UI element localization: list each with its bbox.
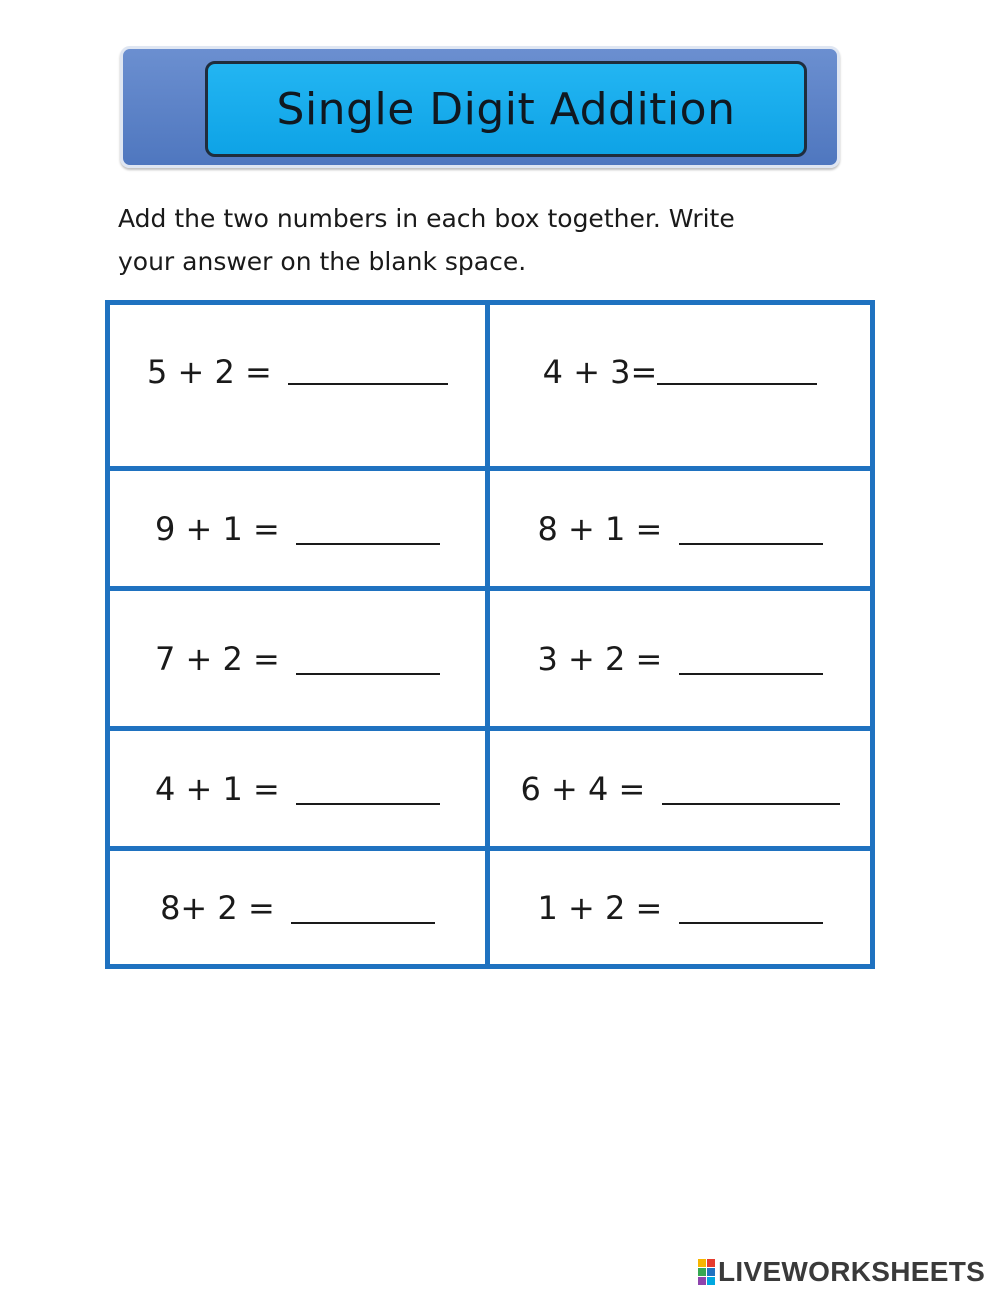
instructions-line-2: your answer on the blank space.	[118, 247, 527, 276]
page-title: Single Digit Addition	[276, 83, 736, 135]
problem-cell	[110, 591, 490, 731]
problem-cell	[110, 731, 490, 851]
problem-expression: 5 + 2 =	[146, 353, 283, 391]
problem-cell	[110, 471, 490, 591]
brand-logo[interactable]	[698, 1256, 985, 1288]
brand-name: LIVEWORKSHEETS	[718, 1256, 986, 1287]
problem-expression: 1 + 2 =	[537, 888, 673, 927]
problem-cell	[490, 305, 870, 471]
instructions	[118, 197, 878, 283]
problem-expression: 7 + 2 =	[154, 639, 291, 678]
answer-blank[interactable]	[679, 892, 823, 924]
answer-blank[interactable]	[288, 353, 448, 385]
problem-cell	[490, 851, 870, 964]
instructions-line-1: Add the two numbers in each box together. Write	[118, 204, 735, 233]
answer-blank[interactable]	[662, 773, 840, 805]
problem-expression: 8+ 2 =	[160, 888, 285, 927]
brand-mark-square	[698, 1268, 706, 1276]
problem-expression: 9 + 1 =	[154, 509, 291, 548]
answer-blank[interactable]	[657, 353, 817, 385]
problem-cell	[110, 851, 490, 964]
brand-mark-icon	[698, 1259, 715, 1285]
title-banner	[120, 46, 840, 168]
problem-expression: 4 + 1 =	[154, 769, 291, 808]
brand-mark-square	[707, 1259, 715, 1267]
problem-expression: 8 + 1 =	[537, 509, 673, 548]
problem-cell	[110, 305, 490, 471]
answer-blank[interactable]	[679, 643, 823, 675]
problem-expression: 6 + 4 =	[520, 769, 656, 808]
problem-cell	[490, 731, 870, 851]
problem-grid	[105, 300, 875, 969]
answer-blank[interactable]	[296, 643, 440, 675]
brand-mark-square	[698, 1259, 706, 1267]
answer-blank[interactable]	[291, 892, 435, 924]
answer-blank[interactable]	[296, 773, 440, 805]
problem-cell	[490, 471, 870, 591]
brand-mark-square	[707, 1268, 715, 1276]
answer-blank[interactable]	[679, 513, 823, 545]
problem-expression: 4 + 3=	[542, 353, 658, 391]
answer-blank[interactable]	[296, 513, 440, 545]
problem-cell	[490, 591, 870, 731]
title-panel	[205, 61, 807, 157]
brand-mark-square	[698, 1277, 706, 1285]
problem-expression: 3 + 2 =	[537, 639, 673, 678]
brand-mark-square	[707, 1277, 715, 1285]
